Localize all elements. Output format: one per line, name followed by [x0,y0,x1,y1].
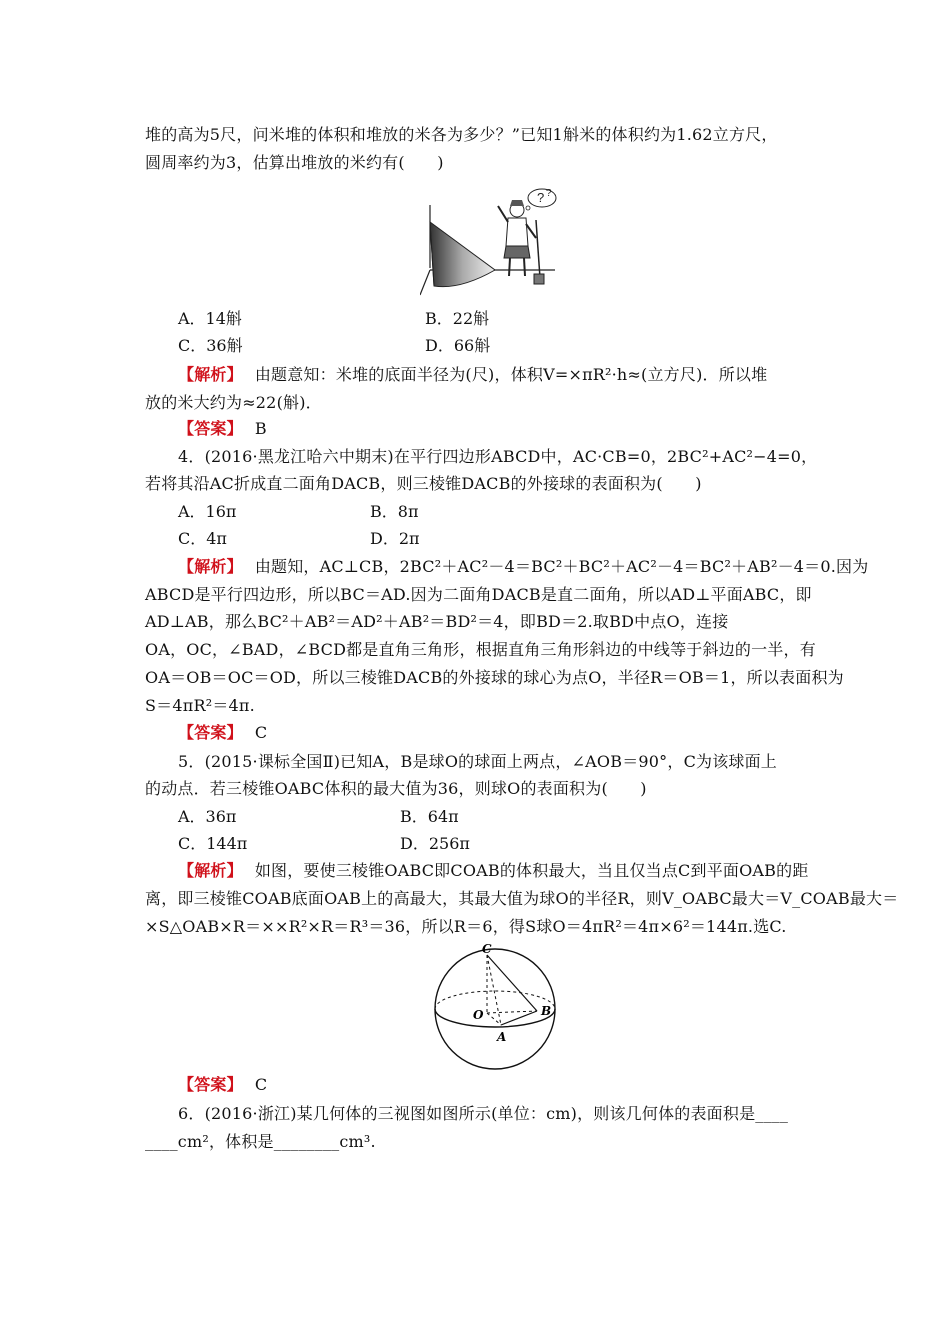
q4-analysis-line-2: ABCD是平行四边形，所以BC＝AD.因为二面角DACB是直二面角，所以AD⊥平面ABC，即 [145,585,812,604]
q4-choice-d: D．2π [370,529,420,548]
q3-answer-line [178,418,838,440]
q5-analysis-text-1: 如图，要使三棱锥OABC即COAB的体积最大，当且仅当点C到平面OAB的距 [254,861,809,880]
q4-choice-a: A．16π [178,502,237,521]
q4-choice-c: C．4π [178,529,227,548]
q5-analysis-line-3: ×S△OAB×R＝××R²×R＝R³＝36，所以R＝6，得S球O＝4πR²＝4π×6²＝144π.选C. [145,917,787,936]
q3-analysis-line-2: 放的米大约为≈22(斛)． [145,393,322,412]
q3-choice-b: B．22斛 [425,309,490,328]
q5-choice-b: B．64π [400,807,459,826]
rice-pile-figure [420,180,560,298]
svg-text:?: ? [546,188,552,199]
q3-stem-line-1: 堆的高为5尺，问米堆的体积和堆放的米各为多少？”已知1斛米的体积约为1.62立方尺， [145,125,778,144]
q5-stem-line-1: 5．(2015·课标全国Ⅱ)已知A，B是球O的球面上两点，∠AOB＝90°，C为该球面上 [178,752,778,771]
sphere-label-a: A [497,1030,507,1044]
q4-analysis-line-1 [178,556,869,578]
sphere-figure [425,943,565,1071]
q5-answer-value: C [254,1075,268,1094]
q5-analysis-tag: 【解析】 [178,861,243,880]
q3-choice-a: A．14斛 [178,309,242,328]
sphere-label-b: B [541,1004,552,1018]
q4-answer-value: C [254,723,268,742]
q3-answer-tag: 【答案】 [178,419,243,438]
svg-text:?: ? [537,190,545,205]
q3-analysis-line-1 [178,364,838,386]
sphere-label-o: O [473,1008,484,1022]
q5-analysis-line-2: 离，即三棱锥COAB底面OAB上的高最大，其最大值为球O的半径R，则V_OABC最大＝V_COAB最大＝ [145,889,899,908]
q5-stem-line-2: 的动点．若三棱锥OABC体积的最大值为36，则球O的表面积为( ) [145,779,647,798]
q3-answer-value: B [254,419,267,438]
q5-choice-d: D．256π [400,834,470,853]
q5-answer-tag: 【答案】 [178,1075,243,1094]
q3-choice-d: D．66斛 [425,336,491,355]
q5-choice-a: A．36π [178,807,237,826]
q4-analysis-line-5: OA＝OB＝OC＝OD，所以三棱锥DACB的外接球的球心为点O，半径R＝OB＝1，所以表面积为 [145,668,844,687]
q5-choice-c: C．144π [178,834,248,853]
q4-stem-line-1: 4．(2016·黑龙江哈六中期末)在平行四边形ABCD中，AC·CB=0，2BC²+AC²−4=0， [178,447,818,466]
q4-analysis-tag: 【解析】 [178,557,243,576]
q3-stem-line-2: 圆周率约为3，估算出堆放的米约有( ) [145,153,444,172]
q4-answer-line [178,722,838,744]
q4-choice-b: B．8π [370,502,419,521]
q3-analysis-text-1: 由题意知：米堆的底面半径为(尺)，体积V=×πR²·h≈(立方尺)．所以堆 [254,365,768,384]
q4-analysis-text-1: 由题知，AC⊥CB，2BC²＋AC²－4＝BC²＋BC²＋AC²－4＝BC²＋AB²－4＝0.因为 [254,557,869,576]
q6-stem-line-2: ____cm²，体积是________cm³. [145,1132,376,1151]
q5-analysis-line-1 [178,860,838,882]
q3-choice-c: C．36斛 [178,336,243,355]
q4-analysis-line-6: S＝4πR²＝4π. [145,696,255,715]
q4-analysis-line-4: OA，OC，∠BAD，∠BCD都是直角三角形，根据直角三角形斜边的中线等于斜边的一半，有 [145,640,816,659]
q4-answer-tag: 【答案】 [178,723,243,742]
q5-answer-line [178,1074,838,1096]
q3-analysis-tag: 【解析】 [178,365,243,384]
q4-analysis-line-3: AD⊥AB，那么BC²＋AB²＝AD²＋AB²＝BD²＝4，即BD＝2.取BD中点O，连接 [145,612,729,631]
q4-stem-line-2: 若将其沿AC折成直二面角DACB，则三棱锥DACB的外接球的表面积为( ) [145,474,702,493]
sphere-label-c: C [482,943,492,956]
q6-stem-line-1: 6．(2016·浙江)某几何体的三视图如图所示(单位：cm)，则该几何体的表面积是____ [178,1104,789,1123]
